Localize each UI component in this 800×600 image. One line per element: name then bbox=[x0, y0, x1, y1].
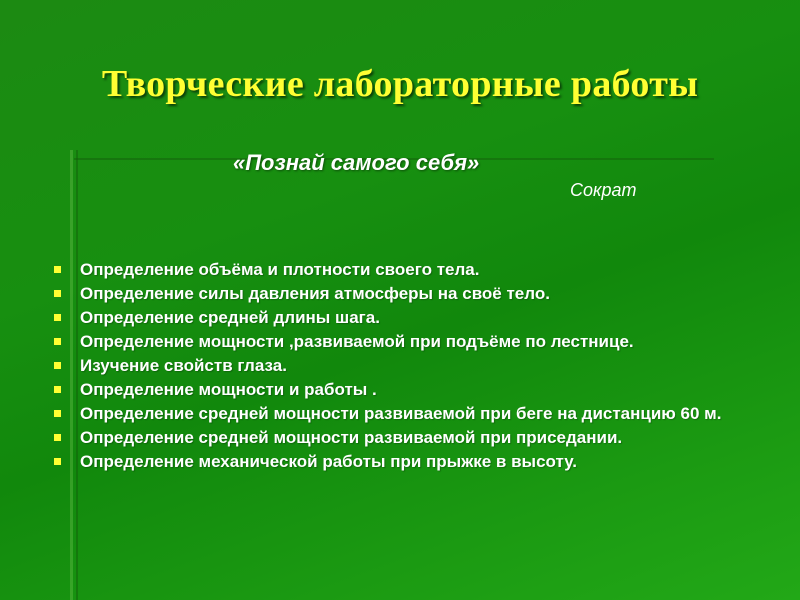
slide-title: Творческие лабораторные работы bbox=[101, 63, 699, 105]
square-bullet-icon bbox=[54, 338, 61, 345]
list-item-text: Определение механической работы при прыжке в высоту. bbox=[80, 452, 577, 471]
epigraph-author: Сократ bbox=[570, 180, 637, 200]
square-bullet-icon bbox=[54, 290, 61, 297]
list-item bbox=[54, 260, 774, 279]
lab-work-list bbox=[54, 260, 774, 476]
list-item-text: Определение мощности ,развиваемой при подъёме по лестнице. bbox=[80, 332, 634, 351]
list-item-text: Изучение свойств глаза. bbox=[80, 356, 287, 375]
list-item bbox=[54, 380, 774, 399]
square-bullet-icon bbox=[54, 434, 61, 441]
list-item bbox=[54, 284, 774, 303]
list-item bbox=[54, 428, 774, 447]
square-bullet-icon bbox=[54, 386, 61, 393]
list-item-text: Определение средней длины шага. bbox=[80, 308, 380, 327]
list-item bbox=[54, 332, 774, 351]
list-item-text: Определение средней мощности развиваемой при беге на дистанцию 60 м. bbox=[80, 404, 722, 423]
list-item-text: Определение мощности и работы . bbox=[80, 380, 377, 399]
square-bullet-icon bbox=[54, 314, 61, 321]
square-bullet-icon bbox=[54, 266, 61, 273]
list-item bbox=[54, 404, 774, 423]
list-item-text: Определение силы давления атмосферы на своё тело. bbox=[80, 284, 550, 303]
list-item bbox=[54, 356, 774, 375]
list-item bbox=[54, 452, 774, 471]
square-bullet-icon bbox=[54, 458, 61, 465]
list-item-text: Определение средней мощности развиваемой при приседании. bbox=[80, 428, 623, 447]
square-bullet-icon bbox=[54, 410, 61, 417]
list-item-text: Определение объёма и плотности своего тела. bbox=[80, 260, 480, 279]
epigraph-quote: «Познай самого себя» bbox=[233, 150, 480, 175]
list-item bbox=[54, 308, 774, 327]
square-bullet-icon bbox=[54, 362, 61, 369]
